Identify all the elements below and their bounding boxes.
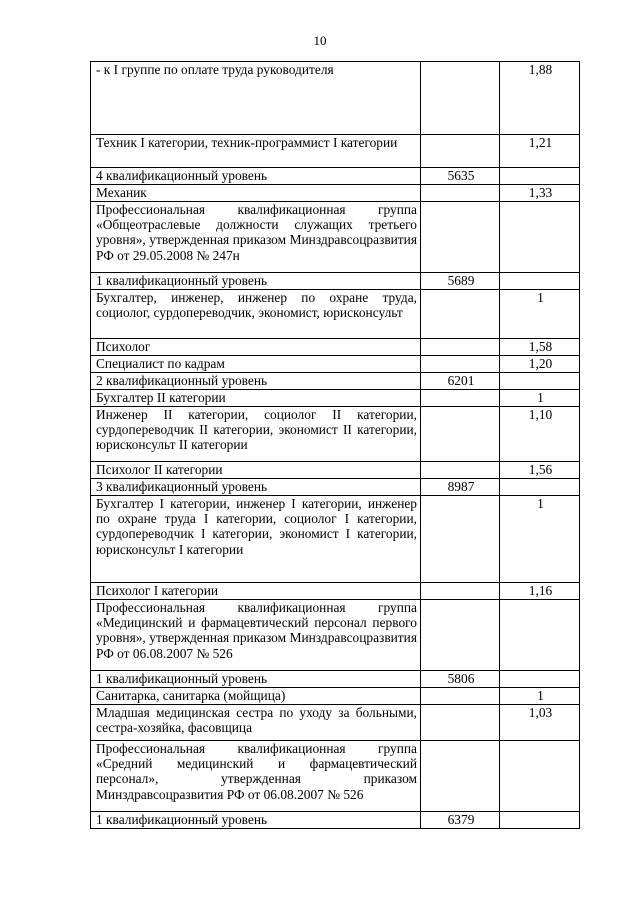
salary-table: [90, 61, 580, 829]
table-row: [91, 496, 580, 583]
salary-cell: 5635: [421, 168, 500, 185]
position-name: Инженер II категории, социолог II категории, сурдопереводчик II категории, экономист II категории, юрисконсульт II категории: [91, 407, 421, 462]
salary-cell: [421, 202, 500, 273]
table-row: [91, 688, 580, 705]
table-row: [91, 356, 580, 373]
position-name: 1 квалификационный уровень: [91, 812, 421, 829]
coefficient-cell: [500, 671, 580, 688]
coefficient-cell: [500, 202, 580, 273]
salary-cell: [421, 496, 500, 583]
salary-cell: [421, 390, 500, 407]
table-row: [91, 185, 580, 202]
salary-cell: [421, 135, 500, 168]
coefficient-cell: [500, 479, 580, 496]
salary-cell: [421, 407, 500, 462]
salary-cell: 5806: [421, 671, 500, 688]
position-name: Специалист по кадрам: [91, 356, 421, 373]
position-name: 1 квалификационный уровень: [91, 671, 421, 688]
table-row: [91, 741, 580, 812]
table-row: [91, 583, 580, 600]
position-name: Техник I категории, техник-программист I категории: [91, 135, 421, 168]
table-row: [91, 407, 580, 462]
position-name: Психолог I категории: [91, 583, 421, 600]
position-name: 4 квалификационный уровень: [91, 168, 421, 185]
position-name: - к I группе по оплате труда руководителя: [91, 62, 421, 135]
coefficient-cell: 1,56: [500, 462, 580, 479]
table-row: [91, 135, 580, 168]
coefficient-cell: [500, 373, 580, 390]
position-name: Механик: [91, 185, 421, 202]
position-name: 2 квалификационный уровень: [91, 373, 421, 390]
coefficient-cell: [500, 273, 580, 290]
salary-cell: [421, 339, 500, 356]
table-row: [91, 600, 580, 671]
salary-cell: [421, 741, 500, 812]
position-name: Психолог: [91, 339, 421, 356]
position-name: Психолог II категории: [91, 462, 421, 479]
coefficient-cell: 1,58: [500, 339, 580, 356]
table-row: [91, 202, 580, 273]
coefficient-cell: 1,88: [500, 62, 580, 135]
salary-cell: [421, 62, 500, 135]
table-row: [91, 290, 580, 339]
coefficient-cell: 1: [500, 688, 580, 705]
table-row: [91, 168, 580, 185]
table-row: [91, 390, 580, 407]
table-row: [91, 705, 580, 741]
table-row: [91, 812, 580, 829]
coefficient-cell: 1,20: [500, 356, 580, 373]
salary-cell: [421, 705, 500, 741]
table-row: [91, 671, 580, 688]
group-heading: Профессиональная квалификационная группа «Общеотраслевые должности служащих третьего уровня», утвержденная приказом Минздравсоцразвития РФ от 29.05.2008 № 247н: [91, 202, 421, 273]
coefficient-cell: 1: [500, 390, 580, 407]
salary-cell: [421, 600, 500, 671]
salary-cell: [421, 356, 500, 373]
position-name: 3 квалификационный уровень: [91, 479, 421, 496]
salary-cell: 5689: [421, 273, 500, 290]
coefficient-cell: 1,33: [500, 185, 580, 202]
salary-cell: [421, 185, 500, 202]
table-row: [91, 62, 580, 135]
position-name: Бухгалтер II категории: [91, 390, 421, 407]
coefficient-cell: 1,16: [500, 583, 580, 600]
coefficient-cell: 1,03: [500, 705, 580, 741]
group-heading: Профессиональная квалификационная группа «Медицинский и фармацевтический персонал первого уровня», утвержденная приказом Минздравсоцразвития РФ от 06.08.2007 № 526: [91, 600, 421, 671]
table-row: [91, 479, 580, 496]
page-number: 10: [313, 33, 327, 48]
position-name: Младшая медицинская сестра по уходу за больными, сестра-хозяйка, фасовщица: [91, 705, 421, 741]
salary-cell: [421, 583, 500, 600]
coefficient-cell: [500, 741, 580, 812]
coefficient-cell: [500, 168, 580, 185]
table-row: [91, 462, 580, 479]
salary-cell: [421, 688, 500, 705]
position-name: Санитарка, санитарка (мойщица): [91, 688, 421, 705]
salary-cell: 6201: [421, 373, 500, 390]
position-name: Бухгалтер, инженер, инженер по охране труда, социолог, сурдопереводчик, экономист, юрисконсульт: [91, 290, 421, 339]
position-name: Бухгалтер I категории, инженер I категории, инженер по охране труда I категории, социолог I категории, сурдопереводчик I категории, экономист I категории, юрисконсульт I категории: [91, 496, 421, 583]
table-row: [91, 339, 580, 356]
table-row: [91, 273, 580, 290]
salary-cell: [421, 462, 500, 479]
coefficient-cell: 1: [500, 496, 580, 583]
coefficient-cell: [500, 600, 580, 671]
coefficient-cell: 1,21: [500, 135, 580, 168]
coefficient-cell: [500, 812, 580, 829]
coefficient-cell: 1: [500, 290, 580, 339]
salary-cell: 6379: [421, 812, 500, 829]
table-row: [91, 373, 580, 390]
salary-cell: 8987: [421, 479, 500, 496]
salary-cell: [421, 290, 500, 339]
group-heading: Профессиональная квалификационная группа «Средний медицинский и фармацевтический персонал», утвержденная приказом Минздравсоцразвития РФ от 06.08.2007 № 526: [91, 741, 421, 812]
position-name: 1 квалификационный уровень: [91, 273, 421, 290]
coefficient-cell: 1,10: [500, 407, 580, 462]
